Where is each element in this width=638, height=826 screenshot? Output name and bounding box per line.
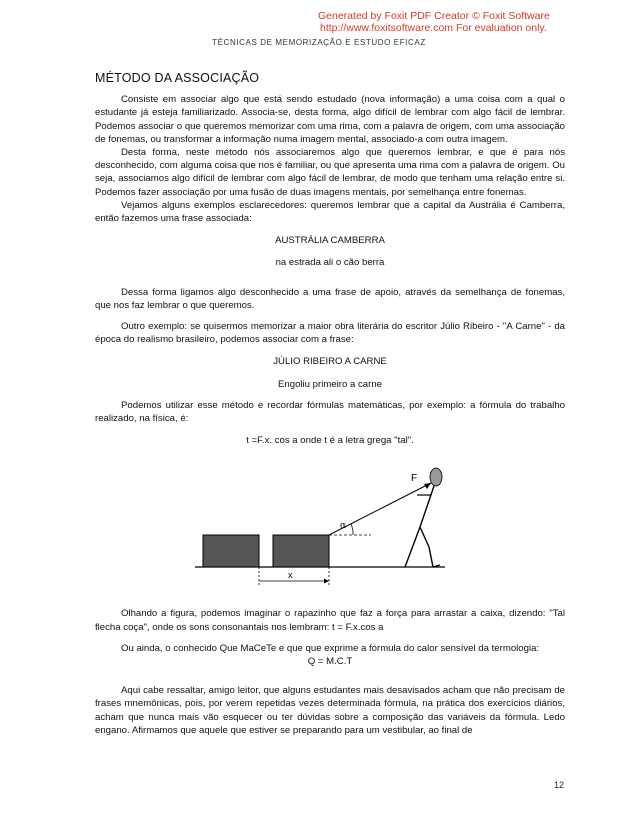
paragraph-4: Dessa forma ligamos algo desconhecido a uma frase de apoio, através da semelhança de fonemas, que nos faz lembrar o que queremos. bbox=[95, 286, 565, 311]
physics-figure bbox=[95, 455, 565, 607]
angle-arc bbox=[351, 524, 353, 535]
page-body bbox=[95, 72, 565, 737]
boy-torso bbox=[420, 486, 434, 527]
example-2-phrase: Engoliu primeiro a carne bbox=[278, 378, 382, 390]
boy-front-thigh bbox=[420, 527, 429, 547]
paragraph-3: Vejamos alguns exemplos esclarecedores: queremos lembrar que a capital da Austrália é Camberra, então fazemos uma frase associada: bbox=[95, 199, 565, 225]
boy-head bbox=[430, 468, 442, 486]
paragraph-5: Outro exemplo: se quisermos memorizar a maior obra literária do escritor Júlio Ribeiro - "A Carne" - da época do realismo brasileiro, podemos associar com a frase: bbox=[95, 321, 565, 346]
box-final bbox=[273, 535, 329, 567]
example-2-keywords: JÚLIO RIBEIRO A CARNE bbox=[273, 356, 387, 368]
watermark-line-1: Generated by Foxit PDF Creator © Foxit Software bbox=[318, 10, 550, 22]
foxit-watermark bbox=[318, 10, 550, 34]
paragraph-8: Ou ainda, o conhecido Que MaCeTe e que que exprime a fórmula do calor sensível da termologia: bbox=[121, 642, 540, 654]
running-header: TÉCNICAS DE MEMORIZAÇÃO E ESTUDO EFICAZ bbox=[212, 38, 426, 47]
displacement-label: x bbox=[288, 570, 293, 581]
formula-heat: Q = M.C.T bbox=[307, 656, 353, 668]
displacement-arrowhead bbox=[324, 579, 329, 584]
watermark-line-2: http://www.foxitsoftware.com For evaluation only. bbox=[320, 22, 547, 34]
example-1-phrase: na estrada ali o cão berra bbox=[275, 257, 385, 269]
boy-back-leg bbox=[405, 527, 420, 567]
paragraph-1: Consiste em associar algo que está sendo estudado (nova informação) a uma coisa com a qual o estudante já esteja familiarizado. Associa-se, desta forma, algo difícil de lembrar com algo fácil de lembrar. Podemos associar o que queremos memorizar com uma rima, com a palavra de origem, com uma associação de fonemas, ou transformar a informação numa imagem mental, associado-a com outra imagem. bbox=[95, 94, 565, 145]
section-heading: MÉTODO DA ASSOCIAÇÃO bbox=[95, 71, 260, 85]
page-number: 12 bbox=[553, 780, 564, 790]
paragraph-9: Aqui cabe ressaltar, amigo leitor, que alguns estudantes mais desavisados acham que não precisam de frases mnemônicas, pois, por verem repetidas vezes determinada fórmula, na prática dos exercícios diários, acham que nunca mais vão esquecer ou ter dúvidas sobre a composição das variáveis da fórmula. Ledo engano. Afirmamos que aquele que estiver se preparando para um vestibular, ao final de bbox=[95, 685, 565, 736]
boy-pulling-box-illustration bbox=[195, 455, 465, 605]
formula-work: t =F.x. cos a onde t é a letra grega "tal". bbox=[246, 435, 414, 447]
boy-front-shin bbox=[429, 547, 433, 567]
paragraph-7: Olhando a figura, podemos imaginar o rapazinho que faz a força para arrastar a caixa, dizendo: "Tal flecha coça", onde os sons consonantais nos lembram: t = F.x.cos a bbox=[95, 608, 565, 633]
angle-label: α bbox=[340, 521, 347, 532]
box-initial bbox=[203, 535, 259, 567]
force-label: F bbox=[411, 473, 418, 485]
example-1-keywords: AUSTRÁLIA CAMBERRA bbox=[275, 235, 385, 247]
paragraph-2: Desta forma, neste método nós associaremos algo que queremos lembrar, e que é para nós desconhecido, com alguma coisa que nos é familiar, ou que apresenta uma rima com a palavra de origem. Ou seja, associamos algo difícil de lembrar com algo fácil de lembrar, de modo que tenham uma relação entre si. Podemos fazer associação por uma fusão de duas imagens mentais, por semelhança entre fonemas. bbox=[95, 147, 565, 198]
paragraph-6: Podemos utilizar esse método e recordar fórmulas matemáticas, por exemplo: a fórmula do trabalho realizado, na física, é: bbox=[95, 399, 565, 425]
